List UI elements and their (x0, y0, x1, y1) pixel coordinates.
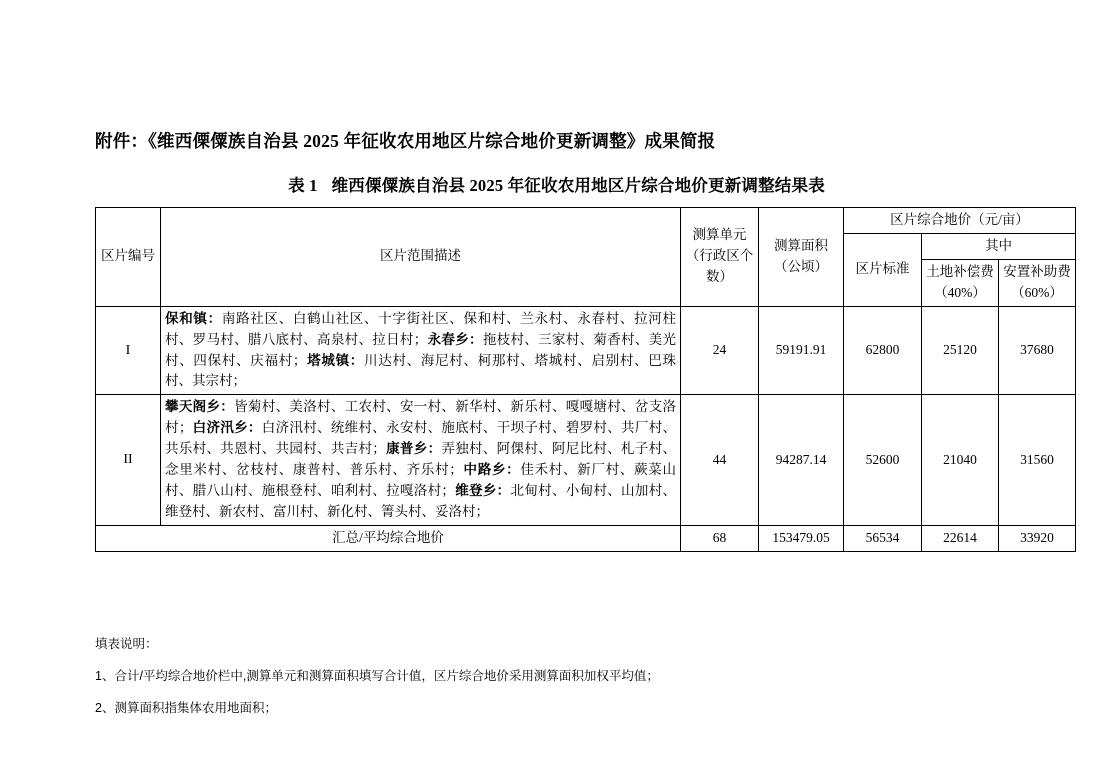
row-standard: 62800 (844, 306, 922, 395)
summary-land-compensation: 22614 (922, 525, 999, 551)
table-row (96, 395, 1076, 526)
summary-unit-count: 68 (681, 525, 759, 551)
header-standard: 区片标准 (844, 233, 922, 306)
header-among-which: 其中 (922, 233, 1076, 259)
header-unit-count: 测算单元（行政区个数） (681, 208, 759, 307)
header-area: 测算面积（公顷） (759, 208, 844, 307)
attachment-heading: 附件：《维西傈僳族自治县 2025 年征收农用地区片综合地价更新调整》成果简报 (95, 131, 716, 151)
table-row (96, 306, 1076, 395)
table-number: 表 1 (288, 176, 318, 195)
row-zone-desc: 攀天阁乡：皆菊村、美洛村、工农村、安一村、新华村、新乐村、嘎嘎塘村、岔支洛村；白济汛乡：白济汛村、统维村、永安村、施底村、干坝子村、碧罗村、共厂村、共乐村、共恩村、共园村、共吉村；康普乡：弄独村、阿倮村、阿尼比村、札子村、念里米村、岔枝村、康普村、普乐村、齐乐村；中路乡：佳禾村、新厂村、蕨菜山村、腊八山村、施根登村、咱利村、拉嘎洛村；维登乡：北甸村、小甸村、山加村、维登村、新农村、富川村、新化村、箐头村、妥洛村； (161, 395, 681, 526)
row-zone-id: I (96, 306, 161, 395)
row-resettlement-subsidy: 37680 (999, 306, 1076, 395)
form-notes (95, 636, 1075, 731)
header-zone-id: 区片编号 (96, 208, 161, 307)
header-zone-desc: 区片范围描述 (161, 208, 681, 307)
summary-label: 汇总/平均综合地价 (96, 525, 681, 551)
notes-title: 填表说明： (95, 637, 158, 651)
notes-item: 1、合计/平均综合地价栏中,测算单元和测算面积填写合计值，区片综合地价采用测算面积加权平均值； (95, 669, 659, 684)
row-unit-count: 44 (681, 395, 759, 526)
summary-standard: 56534 (844, 525, 922, 551)
results-table (95, 207, 1076, 552)
row-area: 59191.91 (759, 306, 844, 395)
table-summary-row (96, 525, 1076, 551)
row-resettlement-subsidy: 31560 (999, 395, 1076, 526)
header-land-compensation: 土地补偿费（40%） (922, 259, 999, 306)
row-land-compensation: 21040 (922, 395, 999, 526)
summary-area: 153479.05 (759, 525, 844, 551)
row-zone-desc: 保和镇：南路社区、白鹤山社区、十字街社区、保和村、兰永村、永春村、拉河柱村、罗马村、腊八底村、高泉村、拉日村；永春乡：拖枝村、三家村、菊香村、美光村、四保村、庆福村；塔城镇：川达村、海尼村、柯那村、塔城村、启别村、巴珠村、其宗村； (161, 306, 681, 395)
row-land-compensation: 25120 (922, 306, 999, 395)
header-price-group: 区片综合地价（元/亩） (844, 208, 1076, 234)
table-title-text: 维西傈僳族自治县 2025 年征收农用地区片综合地价更新调整结果表 (331, 176, 825, 195)
row-zone-id: II (96, 395, 161, 526)
notes-item: 2、测算面积指集体农用地面积； (95, 700, 277, 715)
table-title (0, 172, 1113, 196)
row-area: 94287.14 (759, 395, 844, 526)
header-resettlement-subsidy: 安置补助费（60%） (999, 259, 1076, 306)
row-standard: 52600 (844, 395, 922, 526)
row-unit-count: 24 (681, 306, 759, 395)
summary-resettlement-subsidy: 33920 (999, 525, 1076, 551)
table-header-row-1 (96, 208, 1076, 234)
